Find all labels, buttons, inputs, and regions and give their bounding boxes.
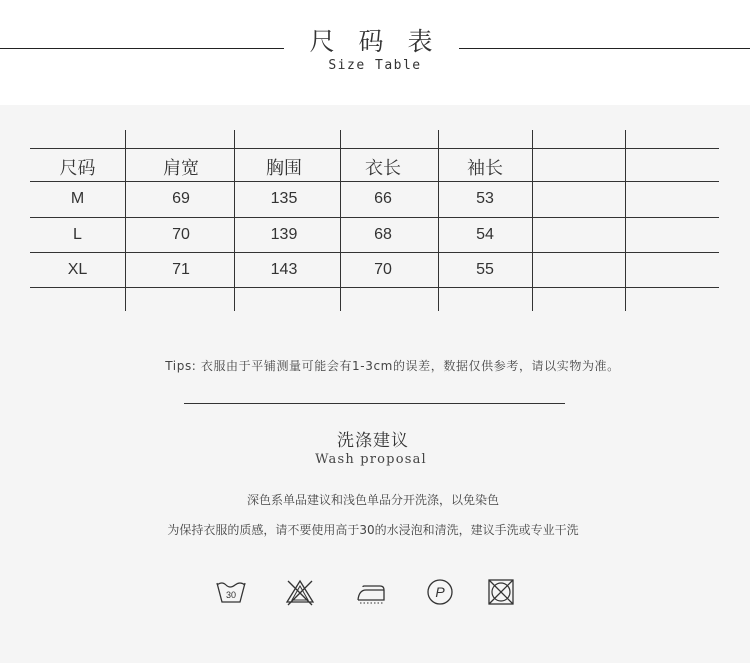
column-header-length: 衣长 bbox=[365, 158, 401, 179]
table-cell: 53 bbox=[476, 190, 494, 207]
table-cell: 143 bbox=[270, 261, 298, 278]
table-cell: 66 bbox=[374, 190, 392, 207]
header bbox=[0, 0, 750, 105]
table-cell: 55 bbox=[476, 261, 494, 278]
wash-advice-line-1: 深色系单品建议和浅色单品分开洗涤，以免染色 bbox=[246, 493, 499, 507]
table-rule bbox=[30, 287, 719, 288]
table-rule bbox=[30, 217, 719, 218]
column-header-shoulder: 肩宽 bbox=[163, 158, 199, 179]
table-column-rule bbox=[625, 130, 626, 311]
iron-icon bbox=[354, 575, 388, 609]
table-cell: 54 bbox=[476, 226, 494, 243]
tips-text: Tips: 衣服由于平铺测量可能会有1-3cm的误差，数据仅供参考，请以实物为准。 bbox=[165, 359, 620, 373]
do-not-tumble-dry-icon bbox=[484, 575, 518, 609]
wash-title: 洗涤建议 bbox=[337, 431, 409, 451]
wash-advice-line-2: 为保持衣服的质感，请不要使用高于30的水浸泡和清洗，建议手洗或专业干洗 bbox=[167, 523, 579, 537]
table-cell: 70 bbox=[374, 261, 392, 278]
table-rule bbox=[30, 148, 719, 149]
table-cell: 139 bbox=[270, 226, 298, 243]
table-cell: M bbox=[70, 190, 85, 207]
section-divider bbox=[184, 403, 565, 404]
page-subtitle: Size Table bbox=[328, 58, 422, 73]
table-rule bbox=[30, 252, 719, 253]
table-cell: 135 bbox=[270, 190, 298, 207]
bottom-strip bbox=[0, 663, 750, 669]
wash-temperature-label: 30 bbox=[225, 590, 237, 600]
page-title: 尺 码 表 bbox=[309, 27, 441, 56]
dry-clean-letter: P bbox=[435, 584, 445, 600]
dry-clean-p-icon bbox=[424, 575, 458, 609]
do-not-bleach-icon bbox=[283, 575, 317, 609]
column-header-chest: 胸围 bbox=[266, 158, 302, 179]
table-column-rule bbox=[125, 130, 126, 311]
wash-subtitle: Wash proposal bbox=[315, 452, 427, 467]
table-cell: XL bbox=[67, 261, 88, 278]
care-icons bbox=[0, 575, 750, 609]
wash-30-icon bbox=[214, 575, 248, 609]
table-column-rule bbox=[532, 130, 533, 311]
table-cell: 69 bbox=[172, 190, 190, 207]
table-cell: 68 bbox=[374, 226, 392, 243]
column-header-sleeve: 袖长 bbox=[467, 158, 503, 179]
table-cell: 71 bbox=[172, 261, 190, 278]
table-cell: L bbox=[73, 226, 82, 243]
table-cell: 70 bbox=[172, 226, 190, 243]
table-rule bbox=[30, 181, 719, 182]
column-header-size: 尺码 bbox=[59, 158, 96, 179]
